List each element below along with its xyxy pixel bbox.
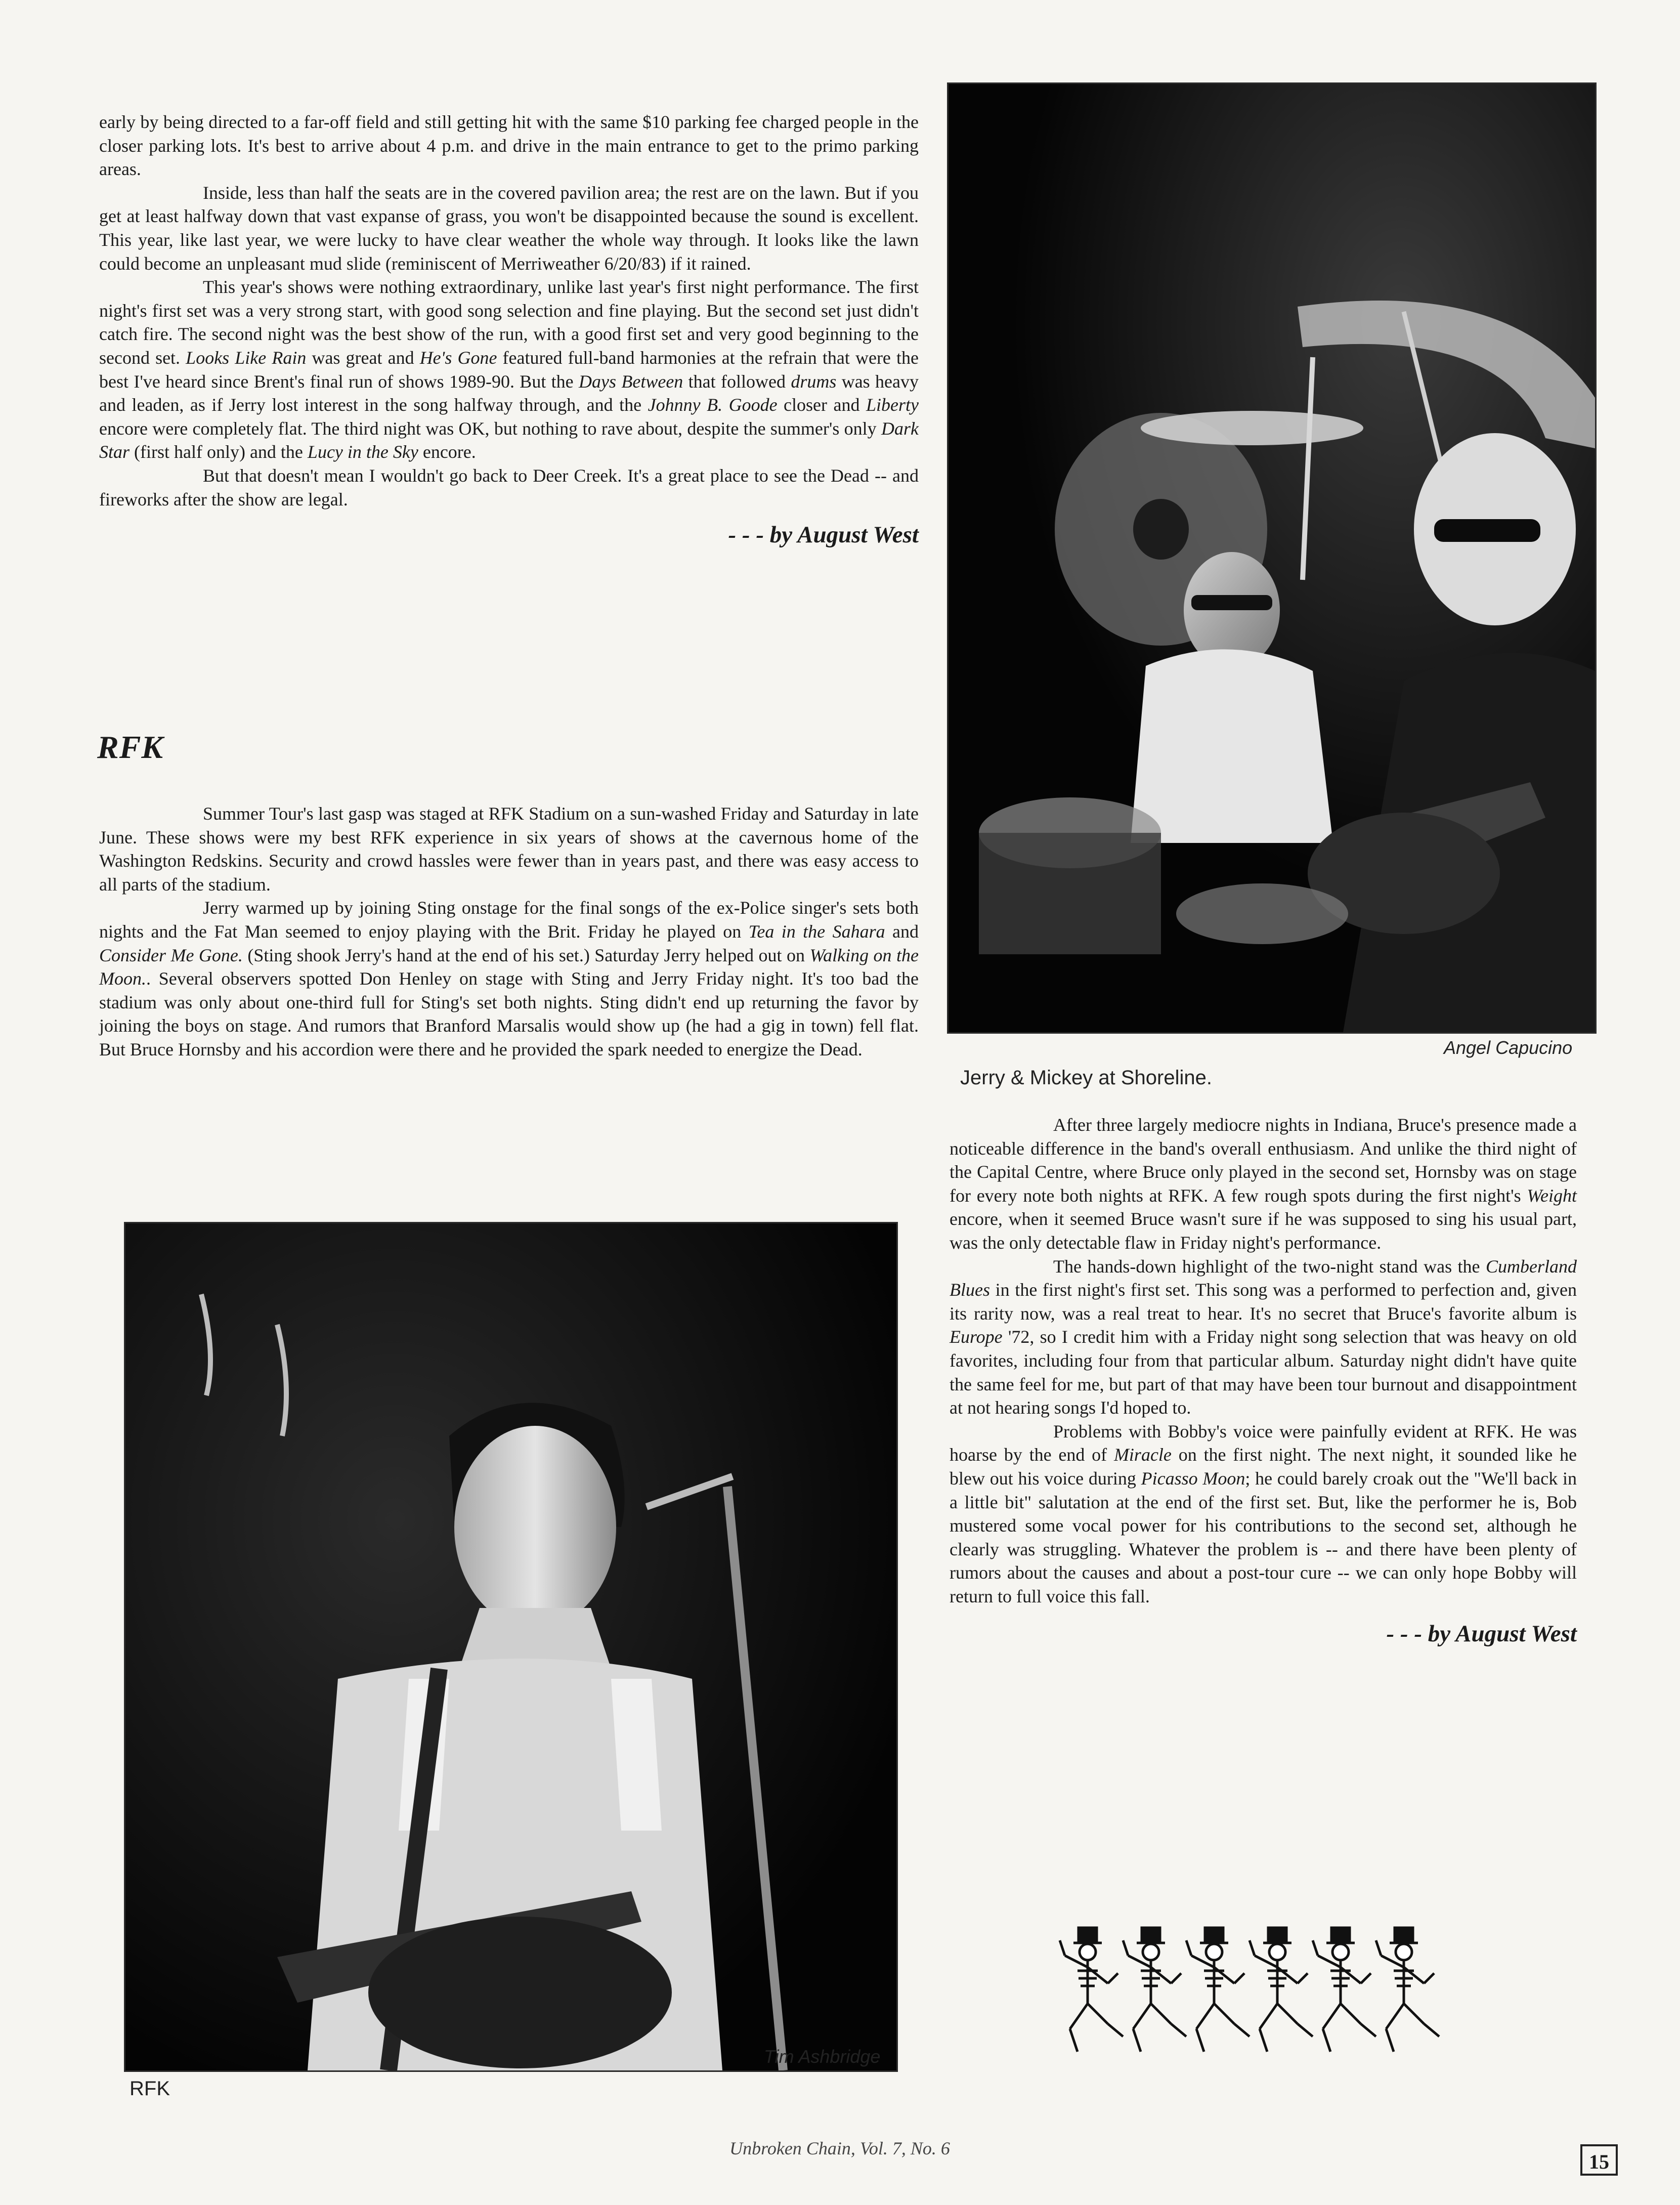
paragraph [950, 1255, 1577, 1420]
concert-photo-illustration-bottom [125, 1223, 896, 2070]
page-number: 15 [1580, 2144, 1618, 2176]
text-run: After three largely mediocre nights in Indiana, Bruce's presence made a noticeable difference in the band's overall enthusiasm. And unlike the third night of the Capital Centre, where Bruce only played in the second set, Hornsby was on stage for every note both nights at RFK. A few rough spots during the first night's [950, 1115, 1577, 1206]
text-run: early by being directed to a far-off field and still getting hit with the same $10 parking fee charged people in the closer parking lots. It's best to arrive about 4 p.m. and drive in the main entrance to get to the primo parking areas. [99, 112, 919, 180]
italic-title: Weight [1527, 1185, 1577, 1206]
paragraph [99, 181, 919, 275]
dancing-skeletons-illustration [1057, 1923, 1472, 2059]
text-run: '72, so I credit him with a Friday night song selection that was heavy on old favorites, including four from that particular album. Saturday night didn't have quite the same feel for me, but part of that may have been tour burnout and disappointment at not hearing songs I'd hoped to. [950, 1327, 1577, 1418]
skeleton-figure [1376, 1928, 1439, 2052]
text-run: The hands-down highlight of the two-night stand was the [1053, 1256, 1486, 1277]
rfk-section-title: RFK [97, 729, 164, 765]
paragraph [950, 1113, 1577, 1255]
italic-title: Johnny B. Goode [648, 395, 778, 415]
italic-title: He's Gone [419, 347, 497, 368]
italic-title: Tea in the Sahara [748, 921, 885, 942]
photo-top-caption: Jerry & Mickey at Shoreline. [960, 1067, 1212, 1089]
rfk-left-body [99, 802, 919, 1062]
paragraph [99, 275, 919, 464]
text-run: But that doesn't mean I wouldn't go back to Deer Creek. It's a great place to see the Dead -- and fireworks after the show are legal. [99, 465, 919, 510]
skeleton-figure [1060, 1928, 1123, 2052]
italic-title: Cumberland Blues [950, 1256, 1577, 1300]
skeletons-icon [1057, 1923, 1472, 2059]
italic-title: drums [791, 371, 837, 392]
text-run: that followed [683, 371, 791, 392]
deer-creek-byline: - - - by August West [728, 522, 919, 548]
photo-top-credit: Angel Capucino [1444, 1037, 1573, 1058]
italic-title: Looks Like Rain [186, 347, 307, 368]
italic-title: Picasso Moon [1141, 1468, 1245, 1489]
deer-creek-article [99, 110, 919, 548]
text-run: featured full-band harmonies at the refrain that were the best I've heard since Brent's final run of shows 1989-90. But the [99, 347, 919, 392]
italic-title: Walking on the Moon. [99, 945, 919, 989]
text-run: closer and [777, 395, 866, 415]
rfk-article-left [99, 802, 919, 1062]
paragraph [99, 896, 919, 1061]
photo-bottom-caption: RFK [130, 2077, 170, 2100]
text-run: . Several observers spotted Don Henley on stage with Sting and Jerry Friday night. It's too bad the stadium was only about one-third full for Sting's set both nights. Sting didn't end up returning the favor by joining the boys on stage. And rumors that Branford Marsalis would show up (he had a gig in town) fell flat. But Bruce Hornsby and his accordion were there and he provided the spark needed to energize the Dead. [99, 968, 919, 1059]
text-run: ; he could barely croak out the "We'll back in a little bit" salutation at the end of the first set. But, like the performer he is, Bob mustered some vocal power for his contributions to the second set, although he clearly was struggling. Whatever the problem is -- and there have been plenty of rumors about the causes and about a post-tour cure -- we can only hope Bobby will return to full voice this fall. [950, 1468, 1577, 1606]
italic-title: Liberty [866, 395, 919, 415]
italic-title: Consider Me Gone. [99, 945, 243, 965]
italic-title: Europe [950, 1327, 1003, 1347]
italic-title: Dark Star [99, 418, 919, 462]
text-run: Problems with Bobby's voice were painfully evident at RFK. He was hoarse by the end of [950, 1421, 1577, 1465]
rfk-right-body [950, 1113, 1577, 1608]
skeleton-figure [1186, 1928, 1250, 2052]
deer-creek-body [99, 110, 919, 511]
italic-title: Days Between [579, 371, 683, 392]
paragraph [99, 464, 919, 511]
text-run: encore were completely flat. The third night was OK, but nothing to rave about, despite the summer's only [99, 418, 881, 439]
text-run: This year's shows were nothing extraordinary, unlike last year's first night performance. The first night's first set was a very strong start, with good song selection and fine playing. But the second set just didn't catch fire. The second night was the best show of the run, with a good first set and very good beginning to the second set. [99, 277, 919, 368]
photo-bottom-credit: Tim Ashbridge [764, 2046, 881, 2067]
text-run: (Sting shook Jerry's hand at the end of his set.) Saturday Jerry helped out on [242, 945, 810, 965]
text-run: Summer Tour's last gasp was staged at RFK Stadium on a sun-washed Friday and Saturday in late June. These shows were my best RFK experience in six years of shows at the cavernous home of the Washington Redskins. Security and crowd hassles were fewer than in years past, and there was easy access to all parts of the stadium. [99, 803, 919, 895]
paragraph [950, 1420, 1577, 1608]
text-run: on the first night. The next night, it sounded like he blew out his voice during [950, 1445, 1577, 1489]
paragraph [99, 110, 919, 181]
paragraph [99, 802, 919, 896]
photo-jerry-mickey [947, 82, 1597, 1034]
skeleton-figure [1250, 1928, 1313, 2052]
italic-title: Lucy in the Sky [307, 442, 418, 462]
text-run: Jerry warmed up by joining Sting onstage for the final songs of the ex-Police singer's sets both nights and the Fat Man seemed to enjoy playing with the Brit. Friday he played on [99, 898, 919, 942]
skeleton-figure [1313, 1928, 1376, 2052]
photo-rfk [124, 1222, 898, 2072]
text-run: (first half only) and the [130, 442, 308, 462]
text-run: encore, when it seemed Bruce wasn't sure if he was supposed to sing his usual part, was the only detectable flaw in Friday night's performance. [950, 1209, 1577, 1253]
text-run: in the first night's first set. This song was a performed to perfection and, given its rarity now, was a real treat to hear. It's no secret that Bruce's favorite album is [950, 1280, 1577, 1324]
text-run: encore. [418, 442, 476, 462]
concert-photo-illustration-top [949, 84, 1595, 1032]
text-run: was great and [306, 347, 420, 368]
rfk-byline: - - - by August West [1386, 1621, 1577, 1647]
italic-title: Miracle [1113, 1445, 1172, 1465]
rfk-article-right [950, 1113, 1577, 1647]
text-run: and [885, 921, 919, 942]
skeleton-figure [1123, 1928, 1186, 2052]
footer-publication: Unbroken Chain, Vol. 7, No. 6 [729, 2138, 950, 2158]
text-run: Inside, less than half the seats are in the covered pavilion area; the rest are on the lawn. But if you get at least halfway down that vast expanse of grass, you won't be disappointed because the sound is excellent. This year, like last year, we were lucky to have clear weather the whole way through. It looks like the lawn could become an unpleasant mud slide (reminiscent of Merriweather 6/20/83) if it rained. [99, 182, 919, 274]
text-run: was heavy and leaden, as if Jerry lost interest in the song halfway through, and the [99, 371, 919, 415]
